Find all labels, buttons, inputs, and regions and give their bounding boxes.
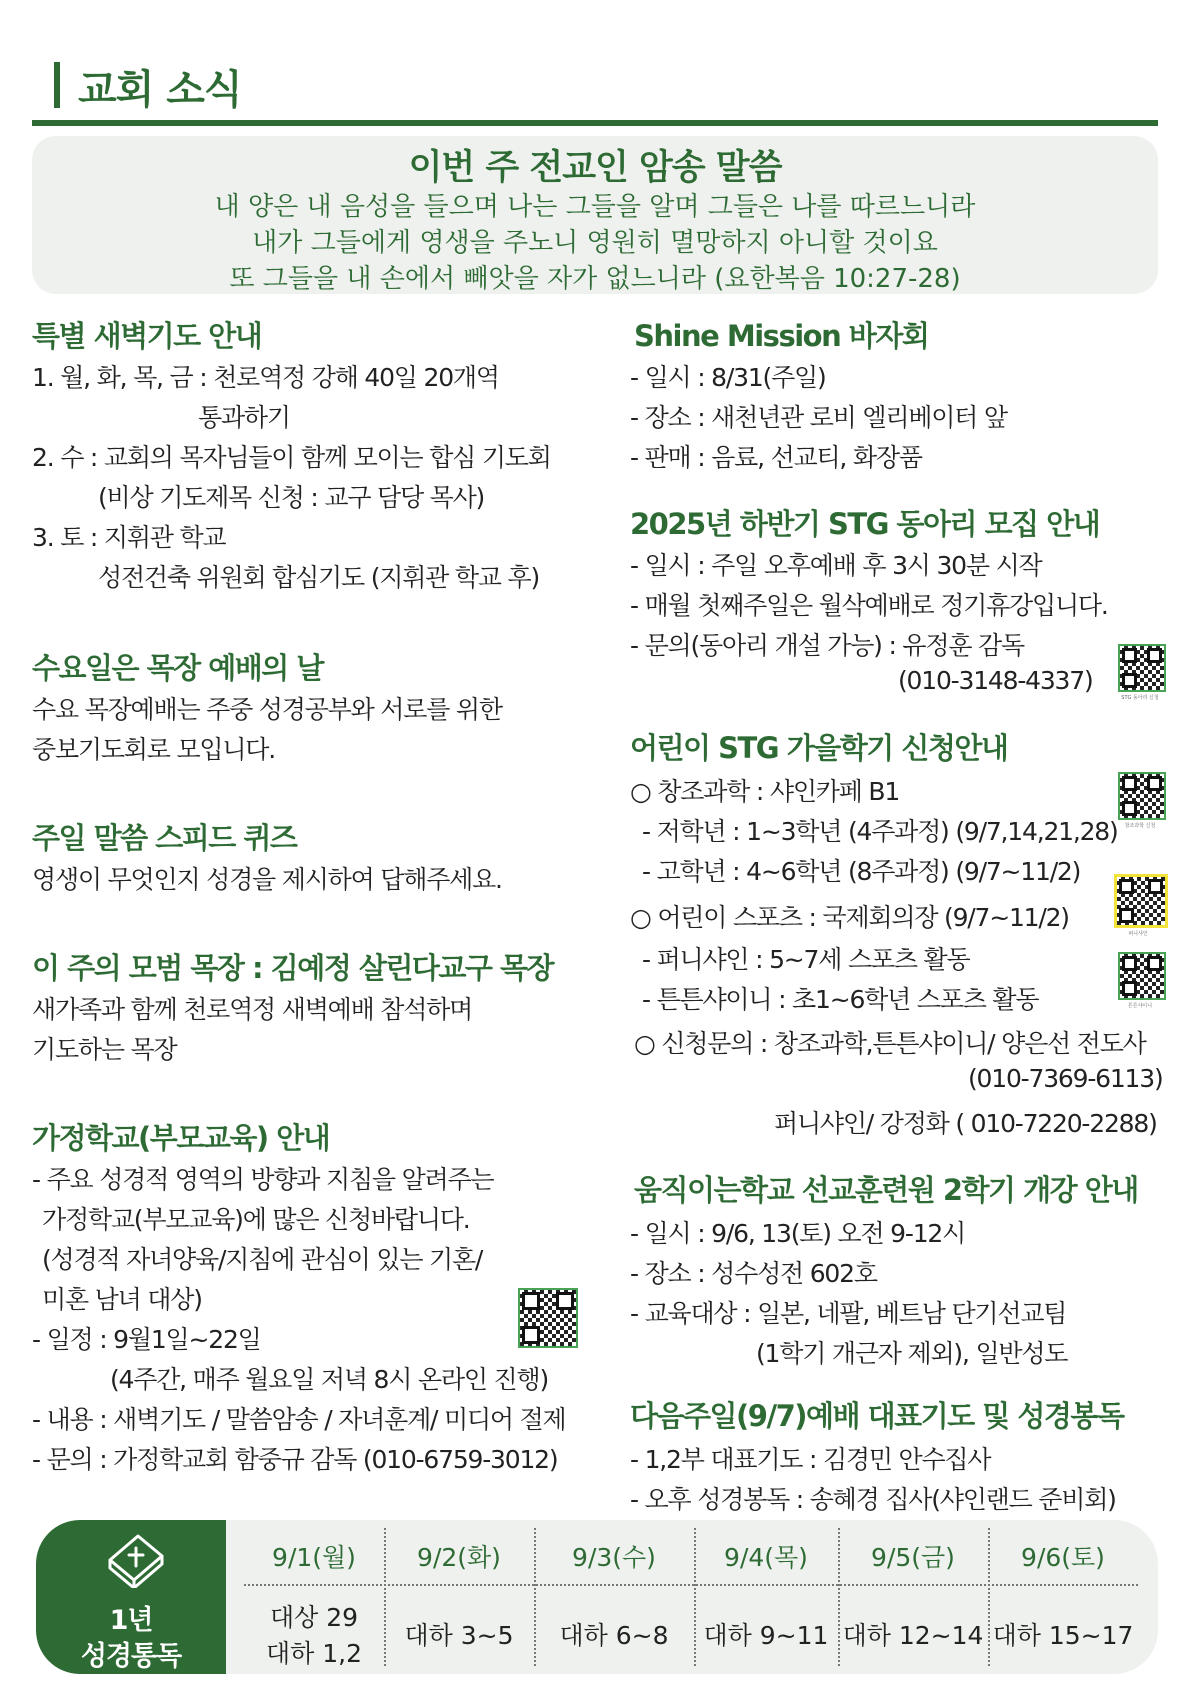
dawn-prayer-line: 2. 수 : 교회의 목자님들이 함께 모이는 합심 기도회 [32,443,551,472]
dawn-prayer-line: 성전건축 위원회 합심기도 (지휘관 학교 후) [98,563,539,592]
reading-passage: 대하 1,2 [265,1639,362,1668]
kids-line: ○ 창조과학 : 샤인카페 B1 [630,777,900,806]
next-week-line: - 1,2부 대표기도 : 김경민 안수집사 [630,1445,991,1474]
kids-line: - 튼튼샤이니 : 초1~6학년 스포츠 활동 [642,985,1039,1014]
qr-caption: 창조과학 신청 [1124,823,1156,829]
next-week-line: - 오후 성경봉독 : 송혜경 집사(샤인랜드 준비회) [630,1485,1116,1514]
dawn-prayer-title: 특별 새벽기도 안내 [32,319,262,353]
model-line: 기도하는 목장 [32,1035,177,1064]
wednesday-line: 중보기도회로 모입니다. [32,735,275,764]
family-school-line: - 일정 : 9월1일~22일 [32,1325,261,1354]
kids-line: - 고학년 : 4~6학년 (8주과정) (9/7~11/2) [642,857,1081,886]
next-week-title: 다음주일(9/7)예배 대표기도 및 성경봉독 [630,1399,1124,1433]
model-line: 새가족과 함께 천로역정 새벽예배 참석하며 [32,995,473,1024]
verse-title: 이번 주 전교인 암송 말씀 [408,148,782,188]
club-qr-caption: STG 동아리 신청 [1121,695,1159,701]
dawn-prayer-line: 1. 월, 화, 목, 금 : 천로역정 강해 40일 20개역 [32,363,499,392]
family-school-title: 가정학교(부모교육) 안내 [32,1121,330,1155]
kids-line: - 퍼니샤인 : 5~7세 스포츠 활동 [642,945,970,974]
club-line: - 일시 : 주일 오후예배 후 3시 30분 시작 [630,551,1042,580]
reading-passage: 대하 15~17 [992,1621,1134,1650]
page-title: 교회 소식 [78,67,242,113]
reading-passage: 대하 12~14 [842,1621,984,1650]
reading-divider [244,1584,1138,1586]
bazaar-line: - 장소 : 새천년관 로비 엘리베이터 앞 [630,403,1007,432]
bazaar-line: - 판매 : 음료, 선교티, 화장품 [630,443,922,472]
reading-day: 9/5(금) [871,1543,955,1572]
mission-school-line: - 일시 : 9/6, 13(토) 오전 9-12시 [630,1219,966,1248]
family-school-line: 미혼 남녀 대상) [42,1285,202,1314]
bazaar-line: - 일시 : 8/31(주일) [630,363,826,392]
kids-line: ○ 신청문의 : 창조과학,튼튼샤이니/ 양은선 전도사 [634,1029,1146,1058]
kids-line: - 저학년 : 1~3학년 (4주과정) (9/7,14,21,28) [642,817,1118,846]
sturdy-shiny-qr-code[interactable] [1118,952,1166,1000]
bazaar-title: Shine Mission 바자회 [634,319,929,353]
verse-line: 내 양은 내 음성을 들으며 나는 그들을 알며 그들은 나를 따르느니라 [214,192,976,222]
family-school-line: - 주요 성경적 영역의 방향과 지침을 알려주는 [32,1165,494,1194]
bible-icon [100,1530,172,1588]
family-school-line: - 내용 : 새벽기도 / 말씀암송 / 자녀훈계/ 미디어 절제 [32,1405,566,1434]
club-line: (010-3148-4337) [898,666,1093,695]
mission-school-line: - 장소 : 성수성전 602호 [630,1259,877,1288]
kids-line: 퍼니샤인/ 강정화 ( 010-7220-2288) [774,1109,1157,1138]
mission-school-line: (1학기 개근자 제외), 일반성도 [756,1339,1068,1368]
family-school-line: (4주간, 매주 월요일 저녁 8시 온라인 진행) [110,1365,548,1394]
qr-caption: 퍼니샤인 [1128,931,1148,937]
header-accent-bar [54,62,60,108]
bible-reading-label: 1년 [109,1605,153,1636]
kids-line: (010-7369-6113) [968,1064,1163,1093]
dawn-prayer-line: 3. 토 : 지휘관 학교 [32,523,226,552]
reading-day: 9/3(수) [572,1543,656,1572]
family-school-line: - 문의 : 가정학교회 함중규 감독 (010-6759-3012) [32,1445,558,1474]
header-divider [32,120,1158,126]
club-title: 2025년 하반기 STG 동아리 모집 안내 [630,507,1100,541]
verse-line: 내가 그들에게 영생을 주노니 영원히 멸망하지 아니할 것이요 [252,228,938,258]
funny-shine-qr-code[interactable] [1114,874,1168,928]
reading-passage: 대하 6~8 [559,1621,669,1650]
family-school-qr-code[interactable] [518,1288,578,1348]
bible-reading-label: 성경통독 [80,1641,182,1672]
family-school-line: 가정학교(부모교육)에 많은 신청바랍니다. [42,1205,470,1234]
reading-passage: 대하 9~11 [703,1621,829,1650]
mission-school-line: - 교육대상 : 일본, 네팔, 베트남 단기선교팀 [630,1299,1067,1328]
verse-line: 또 그들을 내 손에서 빼앗을 자가 없느니라 (요한복음 10:27-28) [229,264,961,294]
club-qr-code[interactable] [1118,644,1166,692]
reading-passage: 대상 29 [269,1603,359,1632]
model-title: 이 주의 모범 목장 : 김예정 살린다교구 목장 [32,951,554,985]
kids-line: ○ 어린이 스포츠 : 국제회의장 (9/7~11/2) [630,903,1069,932]
dawn-prayer-line: (비상 기도제목 신청 : 교구 담당 목사) [98,483,485,512]
quiz-line: 영생이 무엇인지 성경을 제시하여 답해주세요. [32,865,502,894]
club-line: - 매월 첫째주일은 월삭예배로 정기휴강입니다. [630,591,1108,620]
creation-science-qr-code[interactable] [1118,772,1166,820]
club-line: - 문의(동아리 개설 가능) : 유정훈 감독 [630,631,1024,660]
wednesday-title: 수요일은 목장 예배의 날 [32,651,323,685]
reading-day: 9/6(토) [1021,1543,1105,1572]
qr-caption: 튼튼샤이니 [1127,1003,1153,1009]
kids-title: 어린이 STG 가을학기 신청안내 [630,731,1008,765]
wednesday-line: 수요 목장예배는 주중 성경공부와 서로를 위한 [32,695,502,724]
reading-day: 9/4(목) [724,1543,808,1572]
quiz-title: 주일 말씀 스피드 퀴즈 [32,821,297,855]
mission-school-title: 움직이는학교 선교훈련원 2학기 개강 안내 [634,1173,1138,1207]
reading-passage: 대하 3~5 [404,1621,514,1650]
dawn-prayer-line: 통과하기 [198,403,290,432]
family-school-line: (성경적 자녀양육/지침에 관심이 있는 기혼/ [42,1245,483,1274]
reading-day: 9/2(화) [417,1543,501,1572]
reading-day: 9/1(월) [272,1543,356,1572]
